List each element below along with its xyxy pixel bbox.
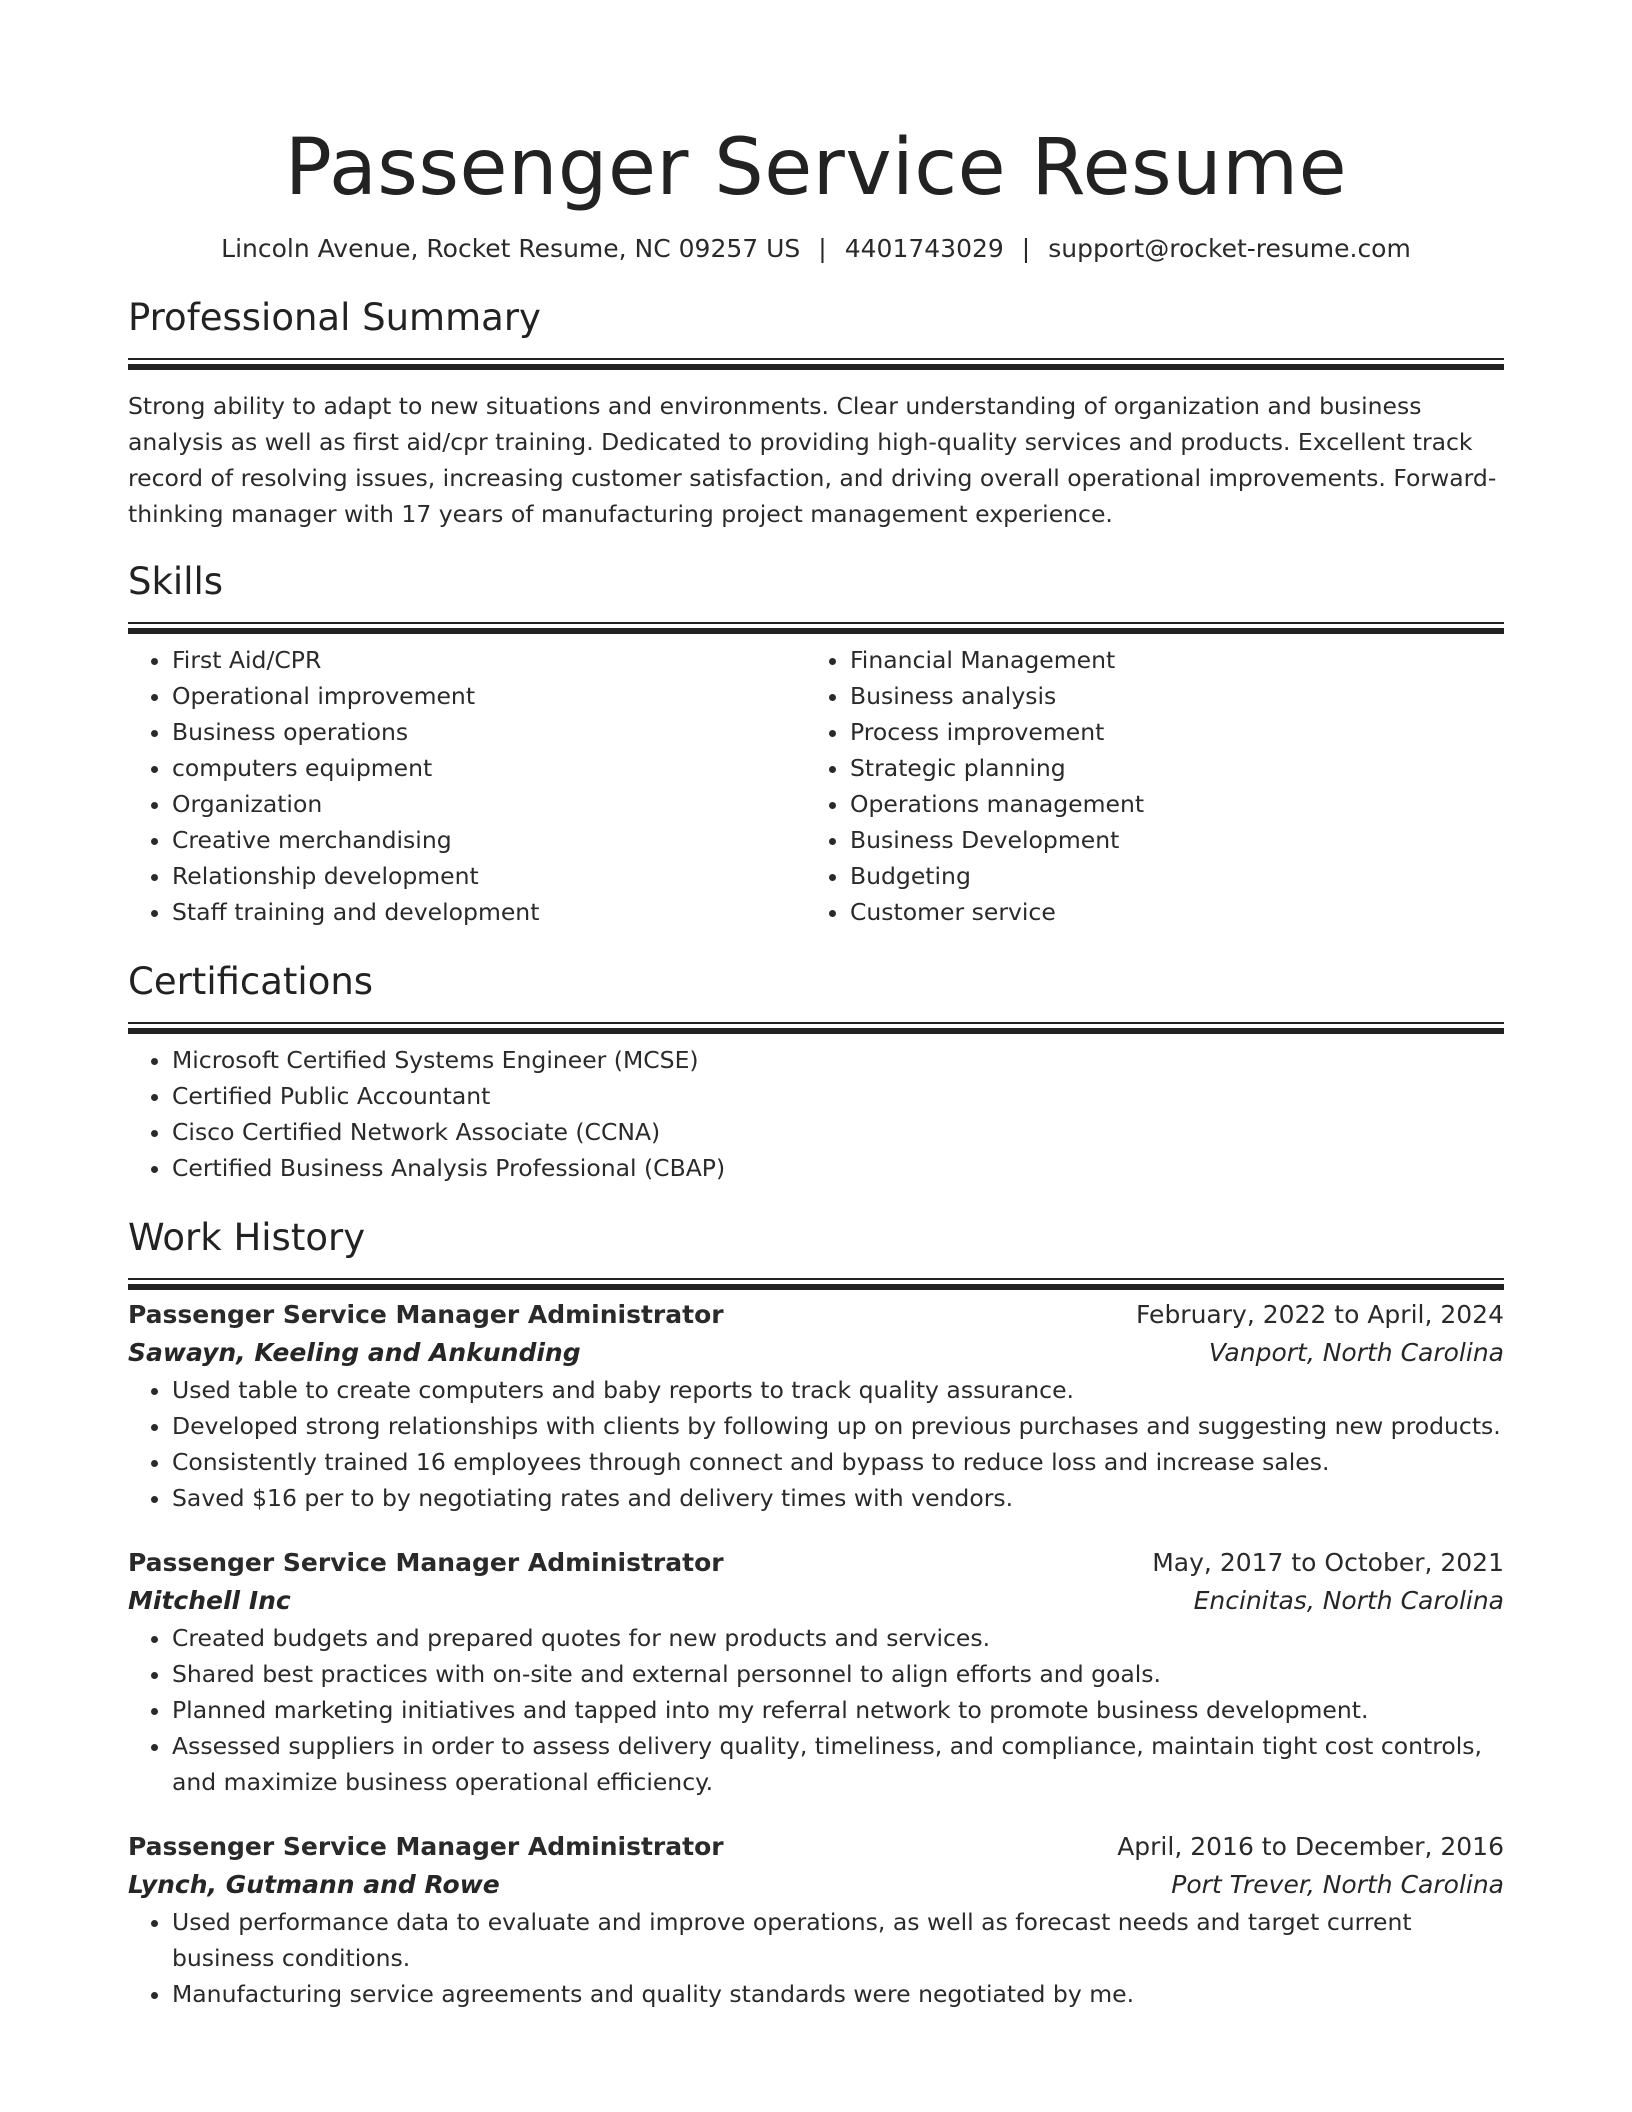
skill-item: • Budgeting (850, 858, 1484, 894)
job-bullet: • Used table to create computers and baby reports to track quality assurance. (172, 1372, 1504, 1408)
skill-item: • Operational improvement (172, 678, 806, 714)
job-header (128, 1828, 1504, 1866)
certification-item: • Microsoft Certified Systems Engineer (MCSE) (172, 1042, 1504, 1078)
skill-item: • Relationship development (172, 858, 806, 894)
skill-item: • Business analysis (850, 678, 1484, 714)
certification-item: • Certified Public Accountant (172, 1078, 1504, 1114)
job-company: Sawayn, Keeling and Ankunding (128, 1338, 581, 1367)
contact-separator: | (818, 234, 827, 263)
summary-section (128, 296, 1504, 532)
job-bullet: • Developed strong relationships with clients by following up on previous purchases and suggesting new products. (172, 1408, 1504, 1444)
job-location: Encinitas, North Carolina (1193, 1586, 1504, 1615)
contact-phone: 4401743029 (844, 234, 1004, 263)
skill-item: • First Aid/CPR (172, 642, 806, 678)
job-title: Passenger Service Manager Administrator (128, 1300, 724, 1329)
job-bullets (128, 1620, 1504, 1800)
section-title-summary: Professional Summary (128, 296, 541, 339)
job-title: Passenger Service Manager Administrator (128, 1548, 724, 1577)
skill-item: • Creative merchandising (172, 822, 806, 858)
contact-email: support@rocket-resume.com (1048, 234, 1411, 263)
job-title: Passenger Service Manager Administrator (128, 1832, 724, 1861)
job-header (128, 1544, 1504, 1582)
skills-column-left (128, 642, 806, 930)
skills-section (128, 560, 1504, 930)
job-location: Vanport, North Carolina (1208, 1338, 1504, 1367)
summary-text: Strong ability to adapt to new situations and environments. Clear understanding of organization and business analysis as well as first aid/cpr training. Dedicated to providing high-quality services and products. Excellent track record of resolving issues, increasing customer satisfaction, and driving overall operational improvements. Forward-thinking manager with 17 years of manufacturing project management experience. (128, 392, 1497, 528)
job-bullet: • Consistently trained 16 employees through connect and bypass to reduce loss and increase sales. (172, 1444, 1504, 1480)
section-divider (128, 1278, 1504, 1280)
skill-item: • Business operations (172, 714, 806, 750)
job-company: Lynch, Gutmann and Rowe (128, 1870, 500, 1899)
job-bullet: • Planned marketing initiatives and tapped into my referral network to promote business development. (172, 1692, 1504, 1728)
job-entry (128, 1828, 1504, 2012)
work-history-section (128, 1216, 1504, 2012)
job-dates: April, 2016 to December, 2016 (1117, 1832, 1504, 1861)
contact-separator: | (1021, 234, 1031, 263)
contact-address: Lincoln Avenue, Rocket Resume, NC 09257 US (221, 234, 801, 263)
job-entry (128, 1296, 1504, 1516)
job-subheader (128, 1582, 1504, 1620)
section-title-work-history: Work History (128, 1216, 366, 1259)
certification-item: • Cisco Certified Network Associate (CCNA) (172, 1114, 1504, 1150)
skill-item: • Organization (172, 786, 806, 822)
job-entry (128, 1544, 1504, 1800)
job-subheader (128, 1334, 1504, 1372)
skills-list-left (128, 642, 806, 930)
skill-item: • Process improvement (850, 714, 1484, 750)
section-title-skills: Skills (128, 560, 224, 603)
certification-item: • Certified Business Analysis Professional (CBAP) (172, 1150, 1504, 1186)
contact-line (128, 232, 1504, 266)
skill-item: • Strategic planning (850, 750, 1484, 786)
skill-item: • Financial Management (850, 642, 1484, 678)
job-dates: May, 2017 to October, 2021 (1152, 1548, 1504, 1577)
skill-item: • computers equipment (172, 750, 806, 786)
skills-list-right (806, 642, 1484, 930)
section-divider (128, 358, 1504, 360)
job-bullets (128, 1904, 1504, 2012)
skill-item: • Staff training and development (172, 894, 806, 930)
skill-item: • Operations management (850, 786, 1484, 822)
job-bullet: • Shared best practices with on-site and external personnel to align efforts and goals. (172, 1656, 1504, 1692)
job-bullet: • Created budgets and prepared quotes for new products and services. (172, 1620, 1504, 1656)
job-bullets (128, 1372, 1504, 1516)
job-bullet: • Saved $16 per to by negotiating rates and delivery times with vendors. (172, 1480, 1504, 1516)
certifications-section (128, 960, 1504, 1186)
job-bullet: • Assessed suppliers in order to assess delivery quality, timeliness, and compliance, maintain tight cost controls, and maximize business operational efficiency. (172, 1728, 1504, 1800)
section-divider (128, 1022, 1504, 1024)
certifications-list (128, 1042, 1504, 1186)
job-subheader (128, 1866, 1504, 1904)
job-bullet: • Used performance data to evaluate and improve operations, as well as forecast needs and target current business conditions. (172, 1904, 1504, 1976)
skills-grid (128, 642, 1504, 930)
resume-title: Passenger Service Resume (284, 123, 1348, 213)
job-bullet: • Manufacturing service agreements and quality standards were negotiated by me. (172, 1976, 1504, 2012)
resume-page (128, 0, 1504, 2012)
job-location: Port Trever, North Carolina (1171, 1870, 1504, 1899)
job-company: Mitchell Inc (128, 1586, 291, 1615)
job-header (128, 1296, 1504, 1334)
skill-item: • Business Development (850, 822, 1484, 858)
section-title-certifications: Certifications (128, 960, 374, 1003)
section-divider (128, 622, 1504, 624)
skills-column-right (806, 642, 1484, 930)
job-dates: February, 2022 to April, 2024 (1136, 1300, 1504, 1329)
skill-item: • Customer service (850, 894, 1484, 930)
